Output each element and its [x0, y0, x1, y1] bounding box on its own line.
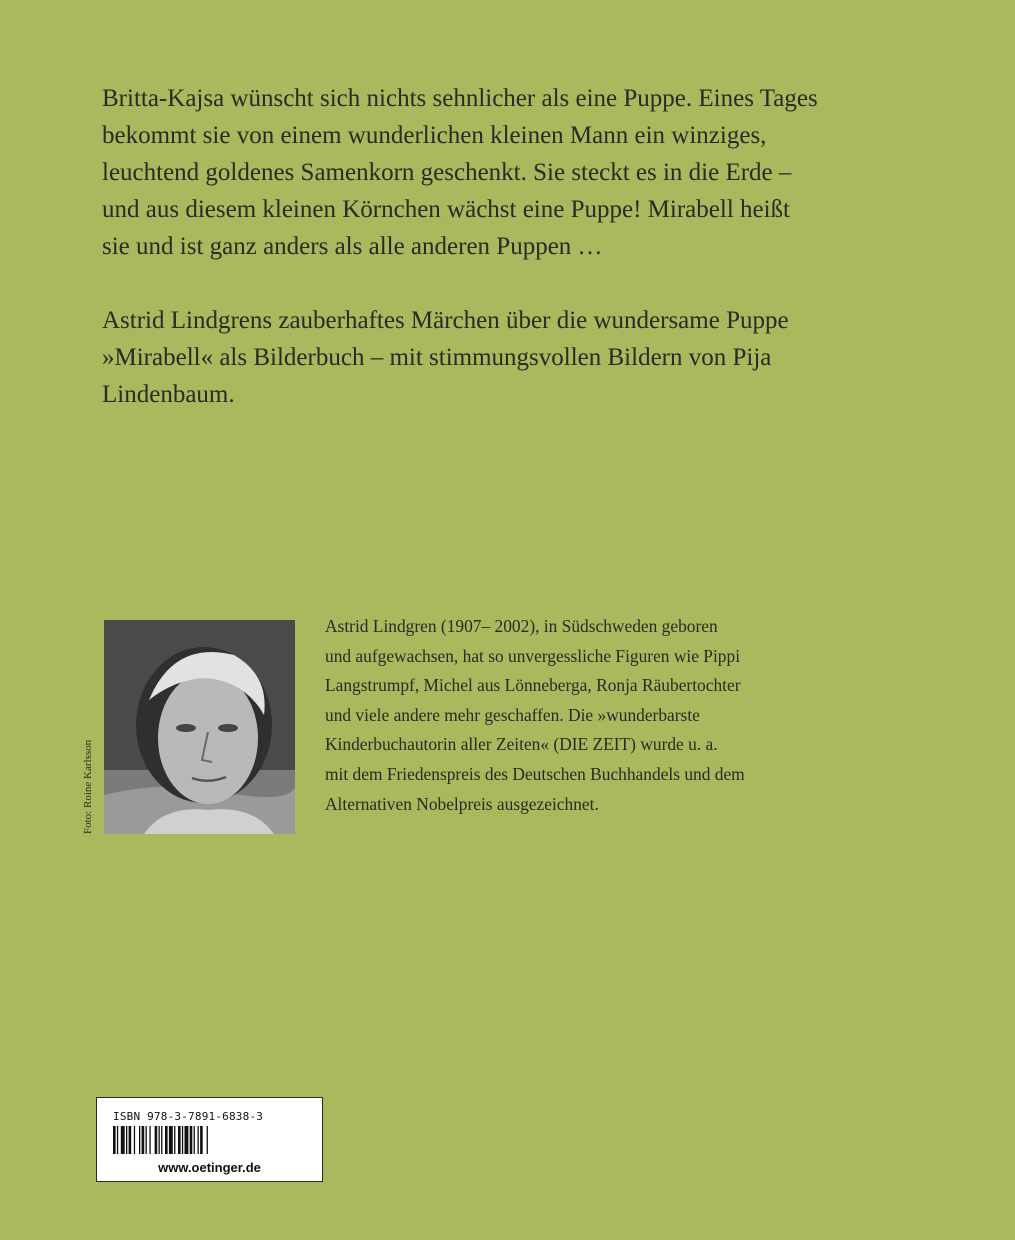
barcode-bar — [200, 1126, 203, 1154]
barcode-bar — [117, 1126, 118, 1154]
barcode-bar — [142, 1126, 145, 1154]
blurb — [102, 80, 822, 413]
barcode-bar — [155, 1126, 158, 1154]
author-bio-text: Astrid Lindgren (1907– 2002), in Südschweden geboren und aufgewachsen, hat so unvergessliche Figuren wie Pippi Langstrumpf, Michel aus Lönneberga, Ronja Räubertochter und viele andere mehr geschaffen. Die »wunderbarste Kinderbuchautorin aller Zeiten« (DIE ZEIT) wurde u. a. mit dem Friedenspreis des Deutschen Buchhandels und dem Alternativen Nobelpreis ausgezeichnet. — [325, 616, 745, 814]
barcode-bar — [190, 1126, 193, 1154]
barcode-bar — [169, 1126, 173, 1154]
barcode-bar — [182, 1126, 183, 1154]
barcode-bar — [161, 1126, 162, 1154]
barcode-bar — [207, 1126, 208, 1154]
barcode-bar — [198, 1126, 199, 1154]
barcode-bar — [146, 1126, 147, 1154]
barcode — [113, 1126, 253, 1154]
barcode-bar — [149, 1126, 150, 1154]
publisher-website: www.oetinger.de — [158, 1160, 261, 1175]
barcode-bar — [185, 1126, 189, 1154]
barcode-bar — [159, 1126, 160, 1154]
barcode-bar — [165, 1126, 168, 1154]
barcode-bar — [139, 1126, 140, 1154]
barcode-bar — [178, 1126, 181, 1154]
isbn-text: ISBN 978-3-7891-6838-3 — [113, 1110, 264, 1123]
author-photo — [104, 620, 295, 834]
photo-credit: Foto: Roine Karlsson — [82, 739, 94, 834]
barcode-bar — [194, 1126, 195, 1154]
barcode-bar — [113, 1126, 116, 1154]
blurb-paragraph-2: Astrid Lindgrens zauberhaftes Märchen über die wundersame Puppe »Mirabell« als Bilderbuch – mit stimmungsvollen Bildern von Pija Lindenbaum. — [102, 307, 789, 408]
blurb-paragraph-1: Britta-Kajsa wünscht sich nichts sehnlicher als eine Puppe. Eines Tages bekommt sie von einem wunderlichen kleinen Mann ein winziges, leuchtend goldenes Samenkorn geschenkt. Sie steckt es in die Erde – und aus diesem kleinen Körnchen wächst eine Puppe! Mirabell heißt sie und ist ganz anders als alle anderen Puppen … — [102, 85, 818, 260]
barcode-bar — [126, 1126, 127, 1154]
barcode-box — [96, 1097, 323, 1182]
barcode-bar — [121, 1126, 125, 1154]
barcode-bar — [134, 1126, 135, 1154]
author-bio — [325, 612, 745, 819]
barcode-bar — [129, 1126, 132, 1154]
barcode-bar — [174, 1126, 175, 1154]
